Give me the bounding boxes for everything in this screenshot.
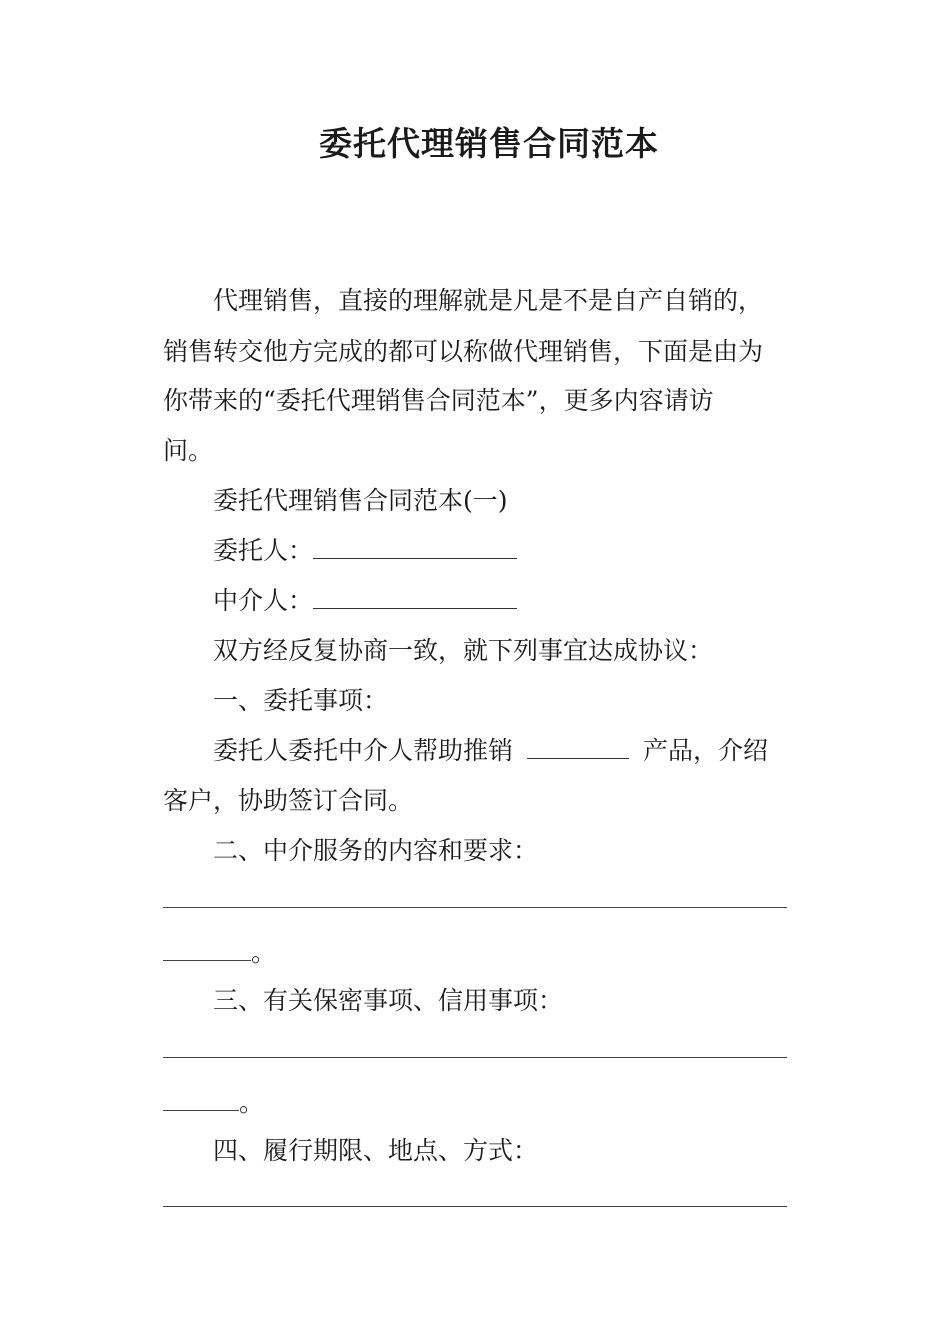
product-blank[interactable] [527,734,629,759]
item3-heading: 三、有关保密事项、信用事项： [213,986,564,1015]
item1-heading: 一、委托事项： [213,686,389,715]
intro-line-4: 问。 [163,436,214,465]
intro-line-2: 销售转交他方完成的都可以称做代理销售，下面是由为 [163,337,764,366]
item3-end-row [163,1086,788,1120]
intro-line-1: 代理销售，直接的理解就是凡是不是自产自销的， [213,286,764,315]
item3-blank-line[interactable] [163,1057,787,1058]
item2-end-mark: 。 [251,938,277,967]
item4-heading: 四、履行期限、地点、方式： [213,1136,539,1165]
item1-text-before: 委托人委托中介人帮助推销 [213,736,514,765]
item2-heading: 二、中介服务的内容和要求： [213,836,539,865]
section-heading: 委托代理销售合同范本(一) [213,486,508,515]
document-title: 委托代理销售合同范本 [319,124,659,163]
principal-label: 委托人： [213,536,314,565]
item1-text-row [163,734,838,768]
item3-end-mark: 。 [239,1088,265,1117]
item3-blank-short[interactable] [163,1088,239,1111]
agent-row [163,584,838,618]
item1-text-line2: 客户，协助签订合同。 [163,786,414,815]
principal-blank[interactable] [313,534,517,559]
agent-blank[interactable] [313,584,517,609]
agent-label: 中介人： [213,586,314,615]
item1-text-after: 产品，介绍 [643,736,769,765]
principal-row [163,534,838,568]
item4-blank-line[interactable] [163,1206,787,1207]
item2-blank-short[interactable] [163,938,251,961]
agreement-line: 双方经反复协商一致，就下列事宜达成协议： [213,636,714,665]
item2-blank-line[interactable] [163,907,787,908]
item2-end-row [163,936,788,970]
intro-line-3: 你带来的“委托代理销售合同范本”，更多内容请访 [163,386,714,415]
